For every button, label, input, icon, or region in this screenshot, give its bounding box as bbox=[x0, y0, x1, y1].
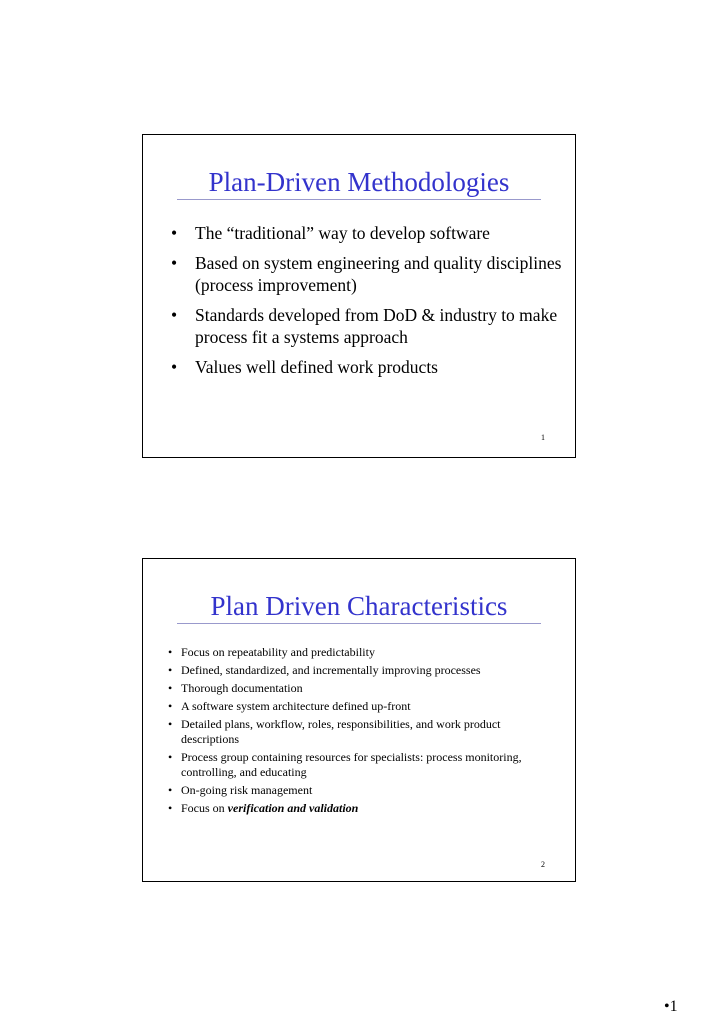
bullet-text: On-going risk management bbox=[181, 783, 313, 797]
bullet-item bbox=[167, 252, 567, 296]
bullet-text: Based on system engineering and quality disciplines (process improvement) bbox=[195, 253, 562, 295]
bullet-text: Defined, standardized, and incrementally improving processes bbox=[181, 663, 481, 677]
bullet-text: Focus on repeatability and predictability bbox=[181, 645, 375, 659]
bullet-item bbox=[167, 801, 547, 816]
bullet-item bbox=[167, 750, 547, 780]
bullet-dot: • bbox=[171, 253, 178, 273]
slide-1-title-rule bbox=[177, 199, 541, 200]
bullet-dot: • bbox=[171, 223, 178, 243]
slide-2-number: 2 bbox=[541, 860, 545, 869]
bullet-text: The “traditional” way to develop software bbox=[195, 223, 490, 243]
bullet-item bbox=[167, 681, 547, 696]
bullet-item bbox=[167, 645, 547, 660]
bullet-text: Standards developed from DoD & industry to make process fit a systems approach bbox=[195, 305, 558, 347]
bullet-item bbox=[167, 304, 567, 348]
bullet-dot: • bbox=[171, 305, 178, 325]
bullet-text-prefix: Focus on bbox=[181, 801, 225, 815]
bullet-dot: • bbox=[168, 699, 173, 713]
bullet-dot: • bbox=[168, 717, 173, 731]
bullet-dot: • bbox=[168, 645, 173, 659]
slide-1-number: 1 bbox=[541, 433, 545, 442]
slide-1-title: Plan-Driven Methodologies bbox=[208, 167, 510, 197]
bullet-text: A software system architecture defined up-front bbox=[181, 699, 411, 713]
bullet-dot: • bbox=[168, 783, 173, 797]
bullet-text: Detailed plans, workflow, roles, responsibilities, and work product descriptions bbox=[181, 717, 501, 746]
bullet-dot: • bbox=[168, 663, 173, 677]
slide-1 bbox=[142, 134, 576, 458]
slide-1-bullet-list bbox=[167, 222, 567, 386]
bullet-item bbox=[167, 356, 567, 378]
slide-2-bullet-list bbox=[167, 645, 547, 819]
bullet-dot: • bbox=[168, 750, 173, 764]
bullet-text: Values well defined work products bbox=[195, 357, 438, 377]
page-number: •1 bbox=[664, 998, 678, 1015]
bullet-item bbox=[167, 663, 547, 678]
bullet-dot: • bbox=[168, 681, 173, 695]
bullet-item bbox=[167, 717, 547, 747]
bullet-text: Thorough documentation bbox=[181, 681, 303, 695]
bullet-item bbox=[167, 222, 567, 244]
bullet-item bbox=[167, 783, 547, 798]
bullet-text: Process group containing resources for specialists: process monitoring, controlling, and educating bbox=[181, 750, 522, 779]
bullet-item bbox=[167, 699, 547, 714]
bullet-dot: • bbox=[168, 801, 173, 815]
slide-2-title: Plan Driven Characteristics bbox=[210, 591, 508, 621]
bullet-text-emphasis: verification and validation bbox=[227, 801, 359, 815]
slide-2-title-rule bbox=[177, 623, 541, 624]
bullet-dot: • bbox=[171, 357, 178, 377]
slide-2 bbox=[142, 558, 576, 882]
